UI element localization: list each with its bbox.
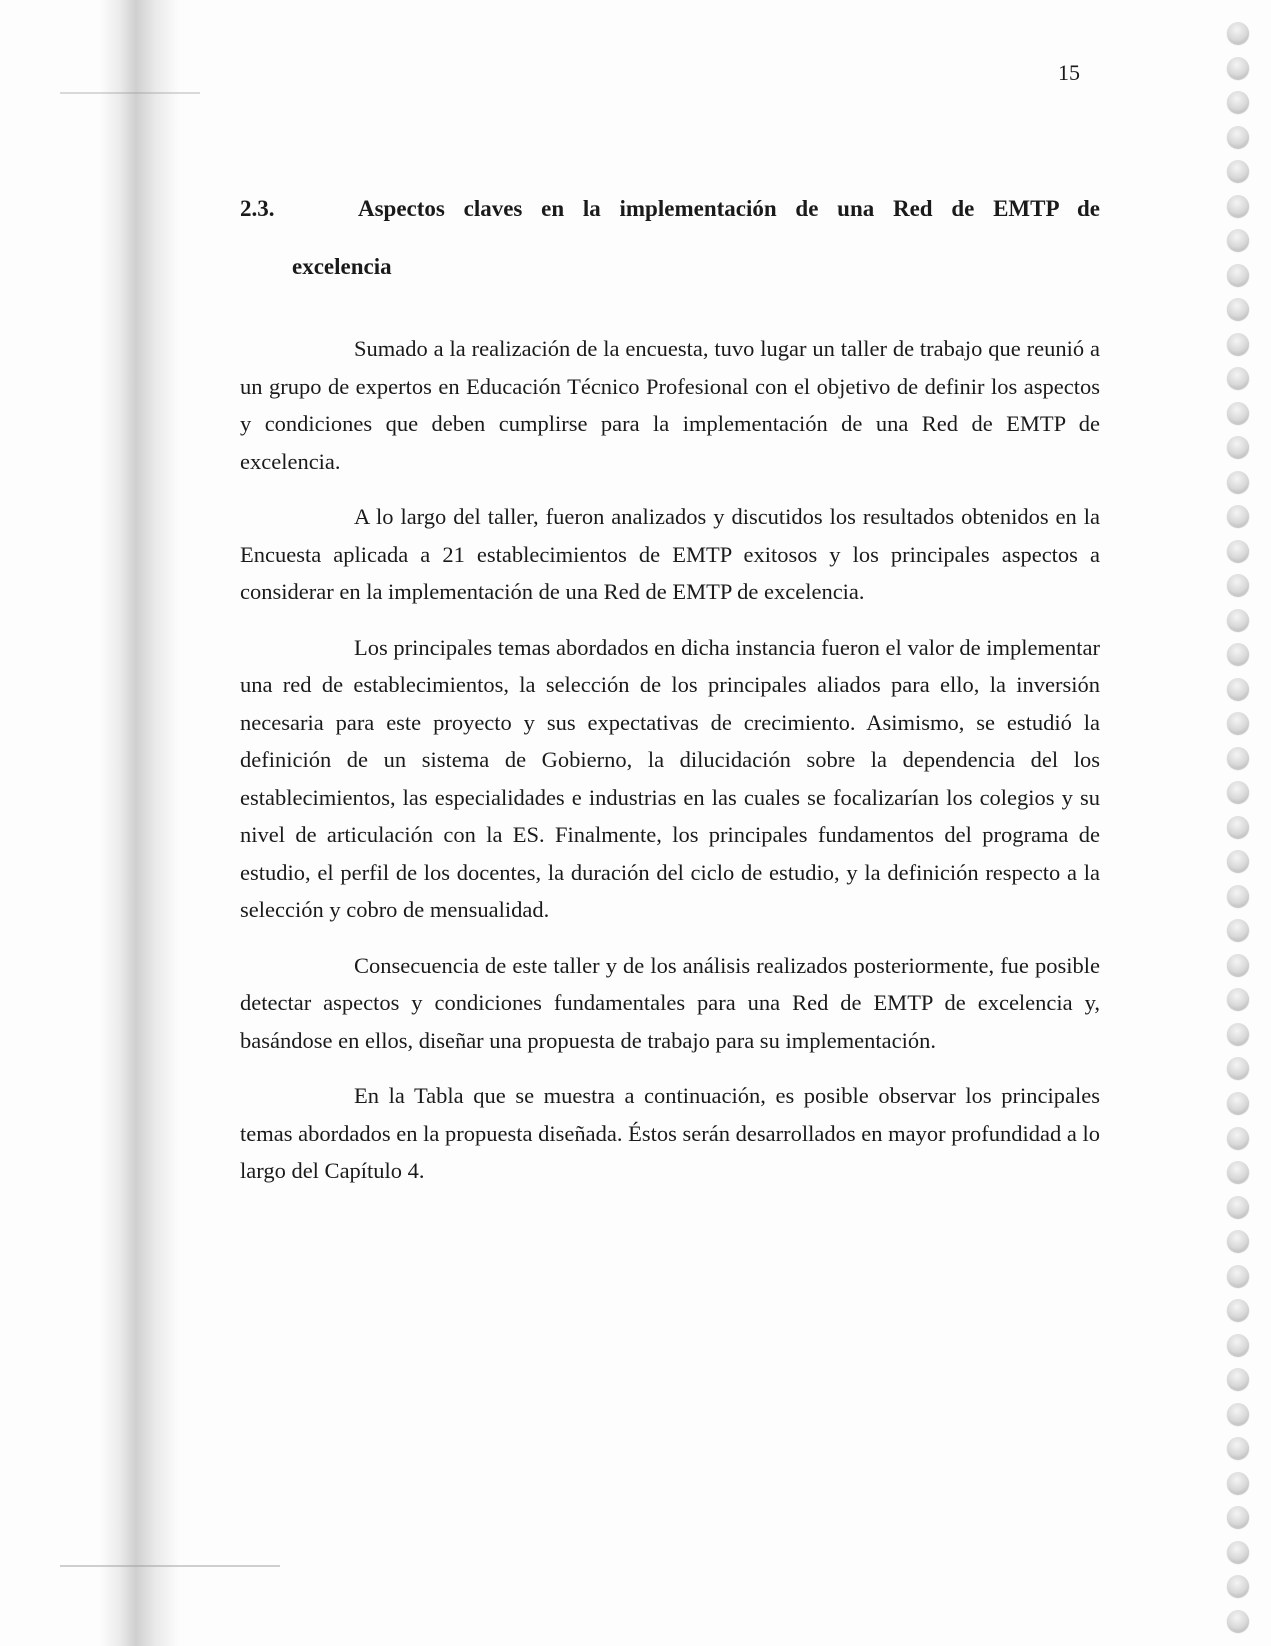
spiral-ring-icon (1227, 126, 1249, 148)
spiral-ring-icon (1227, 954, 1249, 976)
spiral-ring-icon (1227, 436, 1249, 458)
spiral-ring-icon (1227, 540, 1249, 562)
spiral-ring-icon (1227, 919, 1249, 941)
spiral-ring-icon (1227, 747, 1249, 769)
spiral-ring-icon (1227, 505, 1249, 527)
spiral-ring-icon (1227, 1196, 1249, 1218)
spiral-ring-icon (1227, 781, 1249, 803)
spiral-ring-icon (1227, 264, 1249, 286)
spiral-ring-icon (1227, 574, 1249, 596)
spiral-ring-icon (1227, 1127, 1249, 1149)
spiral-ring-icon (1227, 816, 1249, 838)
spiral-ring-icon (1227, 402, 1249, 424)
spiral-ring-icon (1227, 1265, 1249, 1287)
spiral-ring-icon (1227, 367, 1249, 389)
page-number: 15 (1058, 60, 1080, 85)
spiral-ring-icon (1227, 333, 1249, 355)
spiral-ring-icon (1227, 1610, 1249, 1632)
paragraph: Los principales temas abordados en dicha instancia fueron el valor de implementar una red de establecimientos, la selección de los principales aliados para ello, la inversión necesaria para este proyecto y sus expectativas de crecimiento. Asimismo, se estudió la definición de un sistema de Gobierno, la dilucidación sobre la dependencia del los establecimientos, las especialidades e industrias en las cuales se focalizarían los colegios y su nivel de articulación con la ES. Finalmente, los principales fundamentos del programa de estudio, el perfil de los docentes, la duración del ciclo de estudio, y la definición respecto a la selección y cobro de mensualidad. (240, 634, 1100, 922)
spiral-ring-icon (1227, 1437, 1249, 1459)
spiral-ring-icon (1227, 1334, 1249, 1356)
paragraph: Sumado a la realización de la encuesta, tuvo lugar un taller de trabajo que reunió a un grupo de expertos en Educación Técnico Profesional con el objetivo de definir los aspectos y condiciones que deben cumplirse para la implementación de una Red de EMTP de excelencia. (240, 336, 1100, 474)
spiral-ring-icon (1227, 298, 1249, 320)
section-number: 2.3. (240, 196, 275, 221)
section-title-line1: Aspectos claves en la implementación de una Red de EMTP de (358, 196, 1100, 221)
spiral-ring-icon (1227, 712, 1249, 734)
spiral-ring-icon (1227, 1299, 1249, 1321)
spiral-ring-icon (1227, 195, 1249, 217)
spiral-ring-icon (1227, 471, 1249, 493)
spiral-ring-icon (1227, 1161, 1249, 1183)
spiral-ring-icon (1227, 1057, 1249, 1079)
spiral-ring-icon (1227, 678, 1249, 700)
spiral-ring-icon (1227, 57, 1249, 79)
binding-shadow (100, 0, 180, 1646)
spiral-ring-icon (1227, 1472, 1249, 1494)
spiral-ring-icon (1227, 1541, 1249, 1563)
spiral-ring-icon (1227, 91, 1249, 113)
spiral-ring-icon (1227, 885, 1249, 907)
spiral-ring-icon (1227, 1368, 1249, 1390)
spiral-ring-icon (1227, 988, 1249, 1010)
spiral-ring-icon (1227, 850, 1249, 872)
binding-mark (60, 1565, 280, 1567)
body-text (240, 330, 1100, 1208)
spiral-ring-icon (1227, 22, 1249, 44)
paragraph: En la Tabla que se muestra a continuación, es posible observar los principales temas abordados en la propuesta diseñada. Éstos serán desarrollados en mayor profundidad a lo largo del Capítulo 4. (240, 1083, 1100, 1183)
paragraph: Consecuencia de este taller y de los análisis realizados posteriormente, fue posible detectar aspectos y condiciones fundamentales para una Red de EMTP de excelencia y, basándose en ellos, diseñar una propuesta de trabajo para su implementación. (240, 952, 1100, 1053)
spiral-ring-icon (1227, 1023, 1249, 1045)
spiral-binding (1227, 22, 1253, 1632)
binding-mark (60, 92, 200, 94)
spiral-ring-icon (1227, 1230, 1249, 1252)
section-title-line2: excelencia (292, 254, 392, 279)
spiral-ring-icon (1227, 229, 1249, 251)
spiral-ring-icon (1227, 1092, 1249, 1114)
spiral-ring-icon (1227, 160, 1249, 182)
paragraph: A lo largo del taller, fueron analizados y discutidos los resultados obtenidos en la Encuesta aplicada a 21 establecimientos de EMTP exitosos y los principales aspectos a considerar en la implementación de una Red de EMTP de excelencia. (240, 504, 1100, 604)
spiral-ring-icon (1227, 1506, 1249, 1528)
spiral-ring-icon (1227, 643, 1249, 665)
spiral-ring-icon (1227, 1575, 1249, 1597)
spiral-ring-icon (1227, 609, 1249, 631)
spiral-ring-icon (1227, 1403, 1249, 1425)
